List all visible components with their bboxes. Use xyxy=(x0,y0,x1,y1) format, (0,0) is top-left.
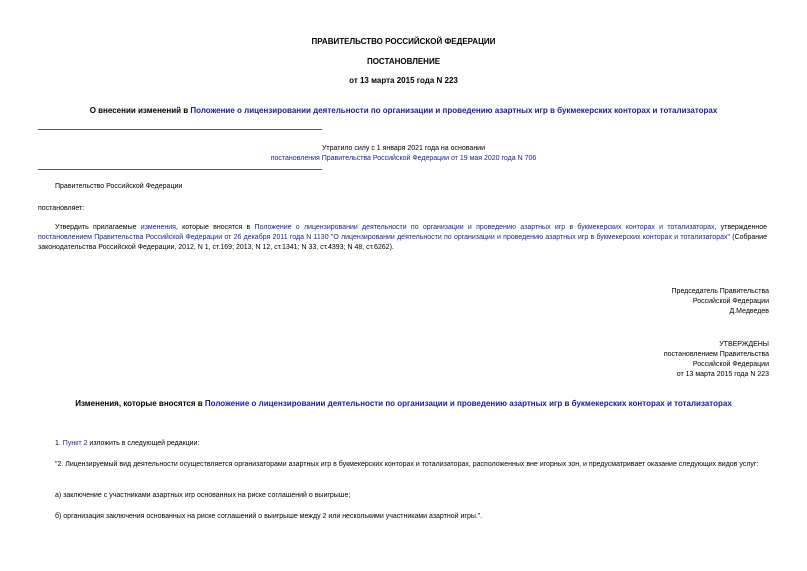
status-note-link[interactable]: постановления Правительства Российской Федерации от 19 мая 2020 года N 706 xyxy=(270,155,537,162)
doc-type-heading: ПОСТАНОВЛЕНИЕ xyxy=(366,57,441,66)
quoted-paragraph: "2. Лицензируемый вид деятельности осуществляется организаторами азартных игр в букмекерских конторах и тотализаторах, расположенных вне игорных зон, и предусматривает оказание следующих видов услуг: xyxy=(55,461,759,468)
item1-number: 1. xyxy=(55,440,63,447)
divider-top xyxy=(38,129,322,130)
signature-name: Д.Медведев xyxy=(729,308,769,315)
p1-end: (Собрание законодательства Российской Федерации, 2012, N 1, ст.169; 2013, N 12, ст.1341; N 33, ст.4393; N 48, ст.6262). xyxy=(38,234,767,251)
document-title xyxy=(0,106,807,115)
main-paragraph xyxy=(38,223,767,253)
changes-title xyxy=(0,399,807,408)
approved-by: постановлением Правительства xyxy=(663,351,769,358)
regulation-link[interactable]: Положение о лицензировании деятельности по организации и проведению азартных игр в букмекерских конторах и тотализаторах xyxy=(254,224,715,231)
status-note-line: Утратило силу с 1 января 2021 года на основании xyxy=(321,145,486,152)
doc-date-number: от 13 марта 2015 года N 223 xyxy=(349,76,458,85)
p1-start: Утвердить прилагаемые xyxy=(55,224,141,231)
changes-link[interactable]: изменения xyxy=(140,224,176,231)
approved-block xyxy=(664,340,769,380)
p1-mid2: , утвержденное xyxy=(714,224,767,231)
changes-title-link[interactable]: Положение о лицензировании деятельности по организации и проведению азартных игр в букмекерских конторах и тотализаторах xyxy=(204,399,732,408)
resolution-link[interactable]: постановлением Правительства Российской Федерации от 26 декабря 2011 года N 1130 "О лицензировании деятельности по организации и проведению азартных игр в букмекерских конторах и тотализаторах" xyxy=(38,234,730,241)
status-note xyxy=(0,144,807,164)
approved-heading: УТВЕРЖДЕНЫ xyxy=(719,341,769,348)
item1-rest: изложить в следующей редакции: xyxy=(87,440,200,447)
item1-link[interactable]: Пункт 2 xyxy=(62,440,88,447)
signature-position: Председатель Правительства xyxy=(671,288,769,295)
divider-bottom xyxy=(38,169,322,170)
item-a: а) заключение с участниками азартных игр основанных на риске соглашений о выигрыше; xyxy=(55,492,351,499)
signature-block xyxy=(672,287,769,317)
p1-mid: , которые вносятся в xyxy=(175,224,255,231)
title-link[interactable]: Положение о лицензировании деятельности по организации и проведению азартных игр в букмекерских конторах и тотализаторах xyxy=(190,106,718,115)
authority-heading: ПРАВИТЕЛЬСТВО РОССИЙСКОЙ ФЕДЕРАЦИИ xyxy=(311,37,496,46)
government-text: Правительство Российской Федерации xyxy=(55,183,183,190)
title-prefix: О внесении изменений в xyxy=(89,106,191,115)
approved-country: Российской Федерации xyxy=(692,361,769,368)
signature-country: Российской Федерации xyxy=(692,298,769,305)
decrees-text: постановляет: xyxy=(38,205,85,212)
change-item-1 xyxy=(55,439,199,449)
changes-title-prefix: Изменения, которые вносятся в xyxy=(75,399,205,408)
item-b: б) организация заключения основанных на риске соглашений о выигрыше между 2 или несколькими участниками азартной игры.". xyxy=(55,513,483,520)
approved-date: от 13 марта 2015 года N 223 xyxy=(676,371,769,378)
